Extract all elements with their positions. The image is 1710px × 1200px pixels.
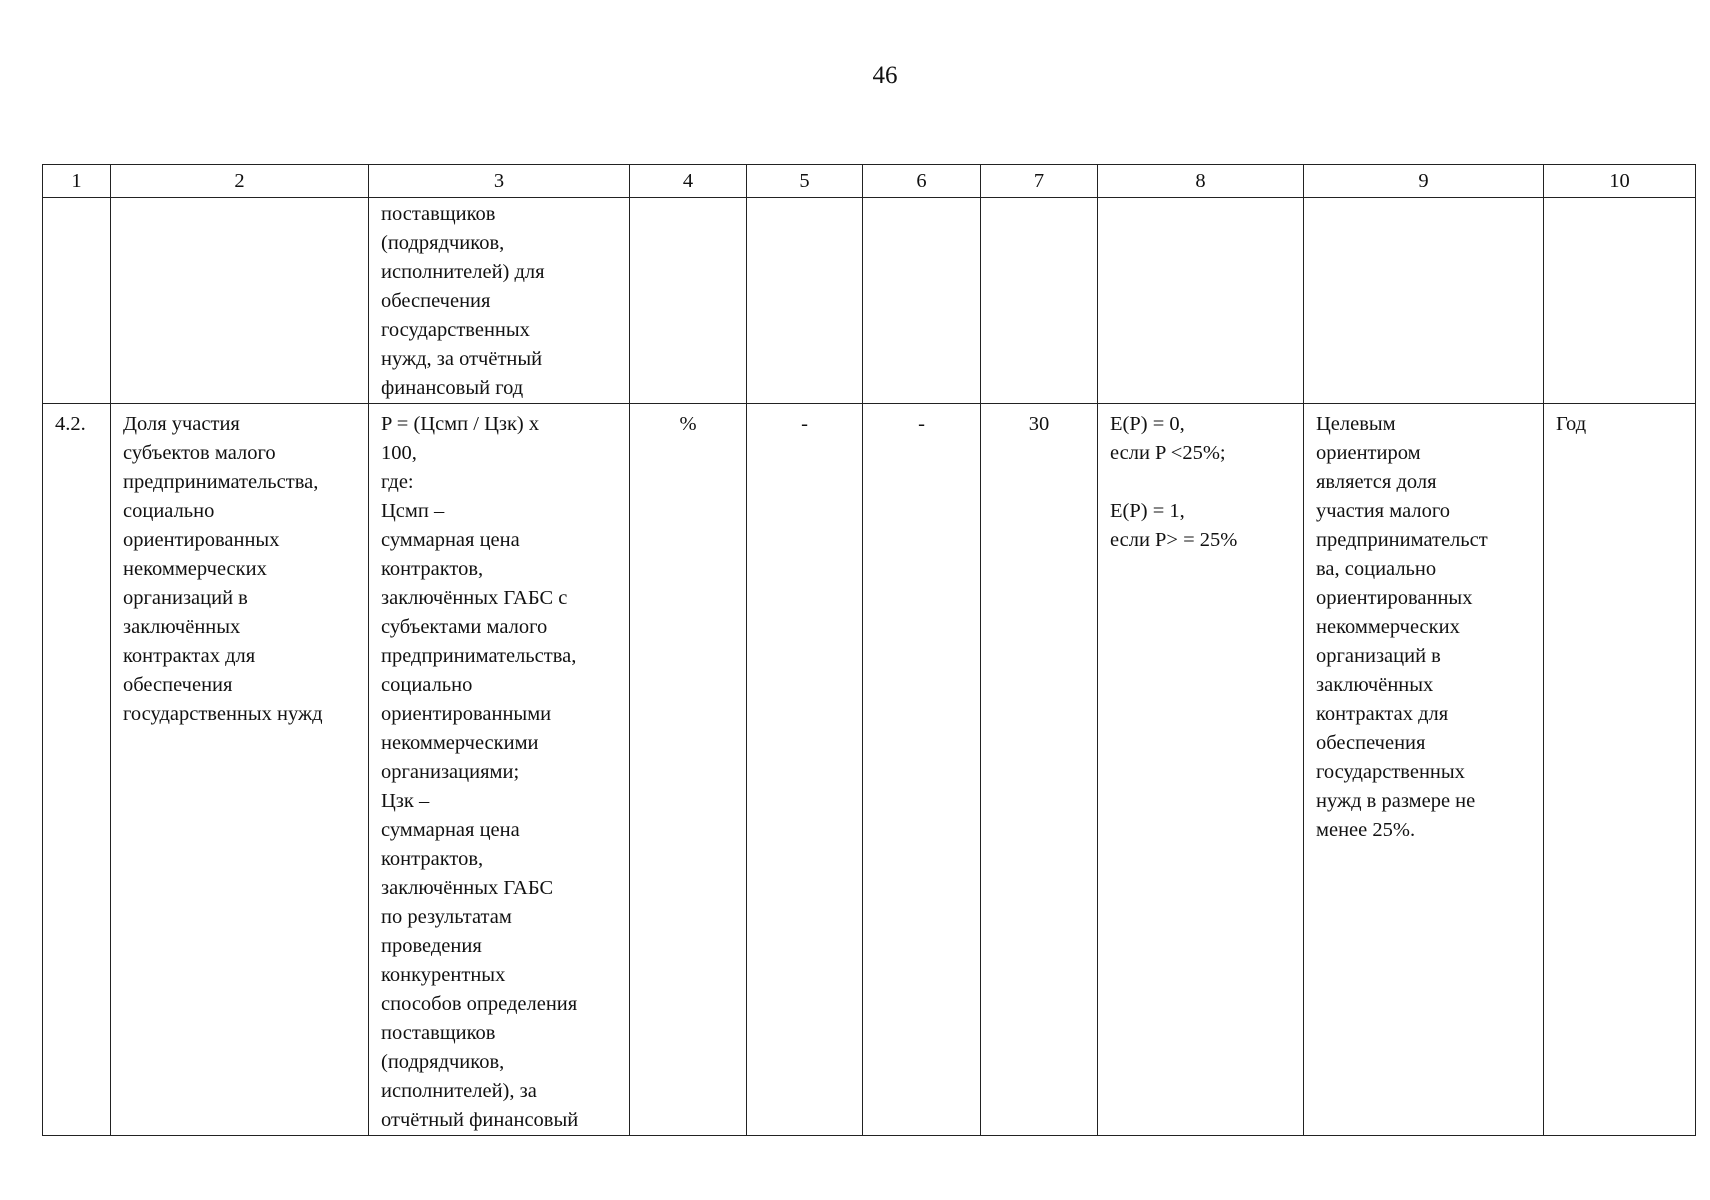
text-line: обеспечения [123,674,233,696]
text-line: ва, социально [1316,558,1437,580]
text-line: государственных [381,319,530,341]
text-line: поставщиков [381,203,496,225]
indicator-name-cell [111,404,369,1136]
cell [1544,198,1696,404]
text-line: суммарная цена [381,529,520,551]
cell [43,198,111,404]
column-header-10: 10 [1544,165,1696,198]
text-line: заключённых [123,616,241,638]
text-line: является доля [1316,471,1437,493]
text-line: ориентированными [381,703,552,725]
cell [1098,198,1304,404]
text-line: организаций в [1316,645,1441,667]
cell [1304,198,1544,404]
text-line: некоммерческими [381,732,539,754]
column-header-5: 5 [747,165,863,198]
formula-cell [369,404,630,1136]
column-header-8: 8 [1098,165,1304,198]
text-line: ориентиром [1316,442,1421,464]
cell [981,198,1098,404]
text-line: суммарная цена [381,819,520,841]
column-header-2: 2 [111,165,369,198]
target-description-cell [1304,404,1544,1136]
cell [863,198,981,404]
target-value-cell: 30 [981,404,1098,1136]
text-line: E(P) = 0, [1110,413,1185,435]
text-line: социально [123,500,215,522]
text-line: отчётный финансовый [381,1109,579,1131]
text-line: заключённых ГАБС [381,877,554,899]
text-line: субъектами малого [381,616,548,638]
text-line: контрактов, [381,558,484,580]
column-5-cell: - [747,404,863,1136]
periodicity-cell: Год [1544,404,1696,1136]
text-line: предпринимательст [1316,529,1488,551]
text-line: проведения [381,935,482,957]
text-line: государственных [1316,761,1465,783]
text-line: некоммерческих [123,558,267,580]
text-line: Доля участия [123,413,240,435]
text-line: где: [381,471,414,493]
text-line: контрактах для [123,645,256,667]
text-line: финансовый год [381,377,524,399]
indicator-table [42,164,1696,1136]
line-gap [1110,468,1291,497]
column-header-1: 1 [43,165,111,198]
text-line: предпринимательства, [381,645,577,667]
column-header-6: 6 [863,165,981,198]
text-line: ориентированных [123,529,280,551]
column-6-cell: - [863,404,981,1136]
text-line: некоммерческих [1316,616,1460,638]
indicator-row-4-2 [43,404,1696,1136]
text-line: государственных нужд [123,703,323,725]
cell [111,198,369,404]
text-line: предпринимательства, [123,471,319,493]
text-line: по результатам [381,906,512,928]
text-line: ориентированных [1316,587,1473,609]
text-line: субъектов малого [123,442,276,464]
column-header-4: 4 [630,165,747,198]
text-line: P = (Цсмп / Цзк) х [381,413,540,435]
column-header-7: 7 [981,165,1098,198]
column-header-row [43,165,1696,198]
text-line: обеспечения [1316,732,1426,754]
text-line: 100, [381,442,417,464]
text-line: исполнителей), за [381,1080,537,1102]
column-header-3: 3 [369,165,630,198]
page-number: 46 [872,62,898,89]
column-header-9: 9 [1304,165,1544,198]
text-line: способов определения [381,993,578,1015]
text-line: контрактах для [1316,703,1449,725]
text-line: исполнителей) для [381,261,545,283]
text-line: E(P) = 1, [1110,500,1185,522]
cell [630,198,747,404]
evaluation-cell [1098,404,1304,1136]
text-line: (подрядчиков, [381,1051,505,1073]
text-line: заключённых ГАБС с [381,587,568,609]
row-number: 4.2. [43,404,111,1136]
text-line: организаций в [123,587,248,609]
text-line: Цсмп – [381,500,445,522]
text-line: Цзк – [381,790,430,812]
text-line: менее 25%. [1316,819,1416,841]
continued-row [43,198,1696,404]
text-line: если P> = 25% [1110,529,1238,551]
text-line: Целевым [1316,413,1396,435]
unit-cell: % [630,404,747,1136]
text-line: заключённых [1316,674,1434,696]
text-line: если P <25%; [1110,442,1226,464]
text-line: нужд в размере не [1316,790,1476,812]
text-line: контрактов, [381,848,484,870]
text-line: конкурентных [381,964,506,986]
text-line: (подрядчиков, [381,232,505,254]
text-line: участия малого [1316,500,1450,522]
text-line: нужд, за отчётный [381,348,543,370]
text-line: обеспечения [381,290,491,312]
continued-formula-cell [369,198,630,404]
text-line: организациями; [381,761,520,783]
text-line: социально [381,674,473,696]
text-line: поставщиков [381,1022,496,1044]
cell [747,198,863,404]
